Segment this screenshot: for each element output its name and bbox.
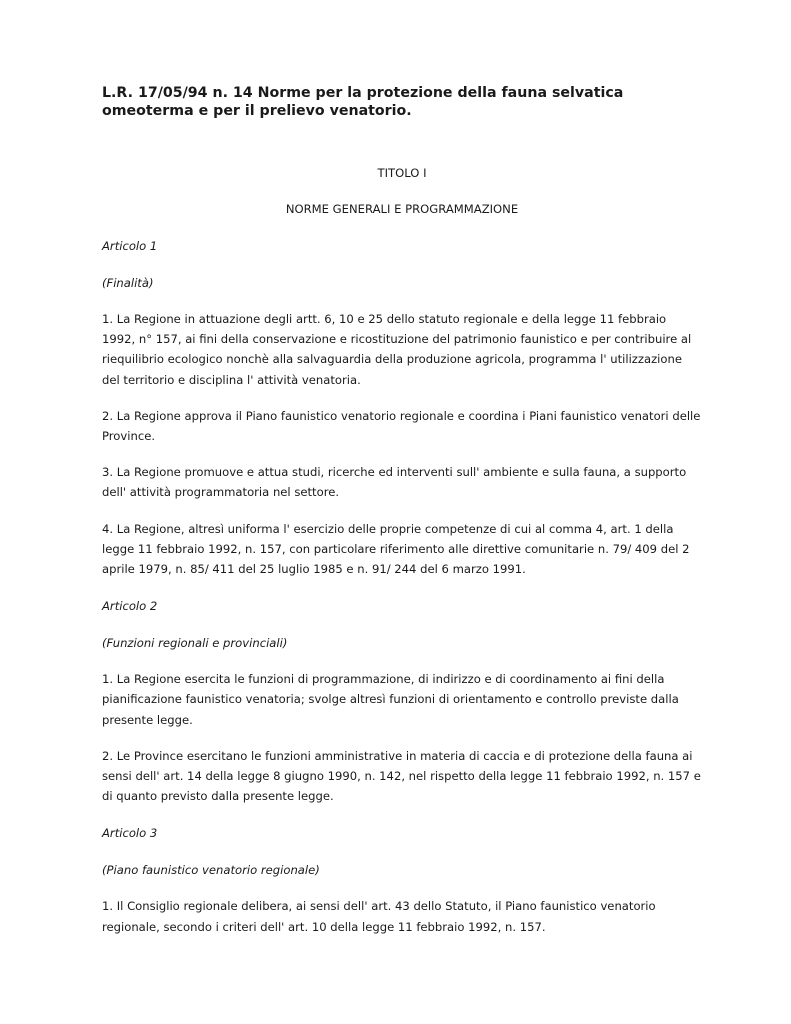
- article-paragraph: 3. La Regione promuove e attua studi, ricerche ed interventi sull' ambiente e sulla fauna, a supporto dell' attività programmatoria nel settore.: [102, 465, 687, 500]
- article-name: (Finalità): [102, 276, 154, 290]
- article-paragraph: 4. La Regione, altresì uniforma l' esercizio delle proprie competenze di cui al comma 4, art. 1 della legge 11 febbraio 1992, n. 157, con particolare riferimento alle direttive comunitarie n. 79/ 409 del 2 aprile 1979, n. 85/ 411 del 25 luglio 1985 e n. 91/ 244 del 6 marzo 1991.: [102, 521, 690, 577]
- titolo-heading: TITOLO I: [377, 166, 427, 180]
- article-name: (Funzioni regionali e provinciali): [102, 636, 288, 651]
- document-page: [102, 84, 702, 937]
- article-paragraph: 2. La Regione approva il Piano faunistico venatorio regionale e coordina i Piani faunistico venatori delle Province.: [102, 408, 701, 444]
- article-heading: Articolo 2: [102, 599, 158, 614]
- document-title: L.R. 17/05/94 n. 14 Norme per la protezione della fauna selvatica omeoterma e per il prelievo venatorio.: [102, 85, 624, 119]
- article-paragraph: 1. La Regione in attuazione degli artt. 6, 10 e 25 dello statuto regionale e della legge 11 febbraio 1992, n° 157, ai fini della conservazione e ricostituzione del patrimonio faunistico e per contribuire al riequilibrio ecologico nonchè alla salvaguardia della produzione agricola, programma l' utilizzazione del territorio e disciplina l' attività venatoria.: [102, 312, 692, 387]
- section-subtitle: NORME GENERALI E PROGRAMMAZIONE: [285, 202, 519, 216]
- article-heading: Articolo 3: [102, 826, 158, 841]
- article-paragraph: 2. Le Province esercitano le funzioni amministrative in materia di caccia e di protezione della fauna ai sensi dell' art. 14 della legge 8 giugno 1990, n. 142, nel rispetto della legge 11 febbraio 1992, n. 157 e di quanto previsto dalla presente legge.: [102, 748, 701, 804]
- article-heading: Articolo 1: [102, 239, 158, 253]
- article-3: [102, 823, 702, 936]
- article-paragraph: 1. Il Consiglio regionale delibera, ai sensi dell' art. 43 dello Statuto, il Piano faunistico venatorio regionale, secondo i criteri dell' art. 10 della legge 11 febbraio 1992, n. 157.: [102, 899, 656, 934]
- article-1: [102, 236, 702, 579]
- article-name: (Piano faunistico venatorio regionale): [102, 863, 320, 878]
- article-paragraph: 1. La Regione esercita le funzioni di programmazione, di indirizzo e di coordinamento ai fini della pianificazione faunistico venatoria; svolge altresì funzioni di orientamento e controllo previste dalla presente legge.: [102, 672, 679, 727]
- article-2: [102, 596, 702, 806]
